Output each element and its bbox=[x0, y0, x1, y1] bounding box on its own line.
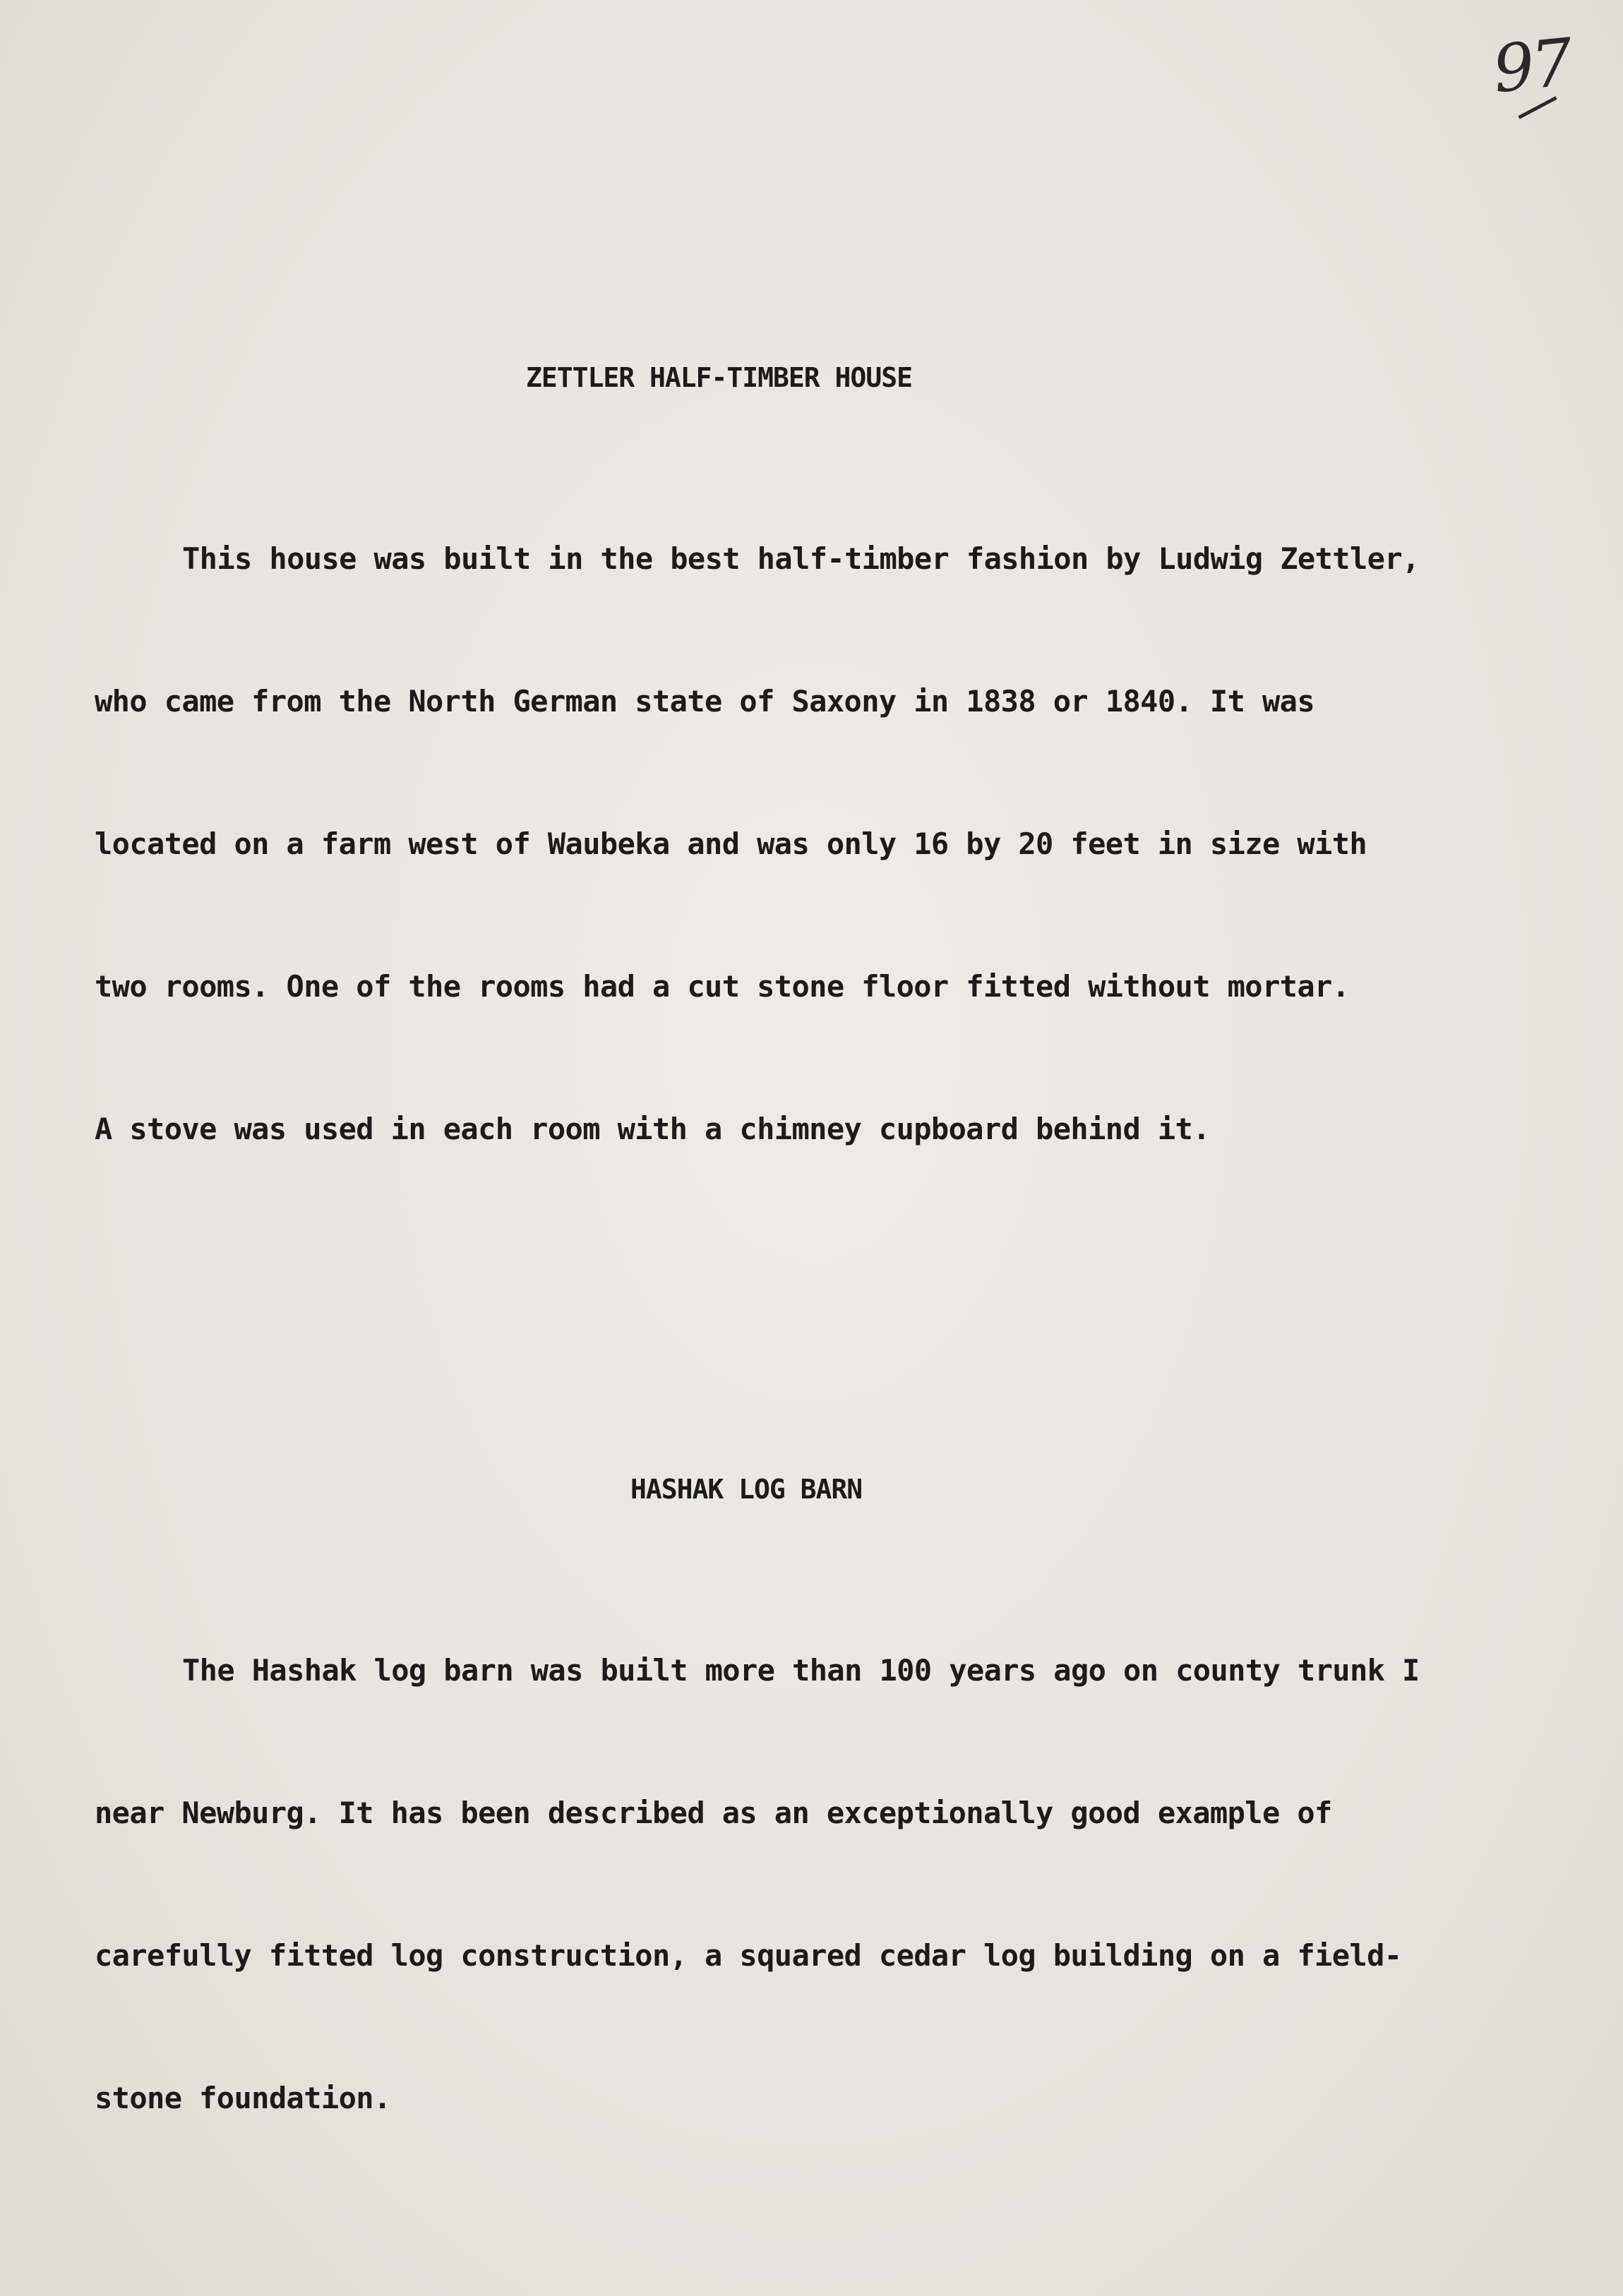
paragraph-line: The Hashak log barn was built more than 100 years ago on county trunk I bbox=[182, 1653, 1420, 1688]
section-title-zettler: ZETTLER HALF-TIMBER HOUSE bbox=[526, 362, 912, 393]
paragraph-line: near Newburg. It has been described as an exceptionally good example of bbox=[95, 1796, 1332, 1830]
paragraph-line: A stove was used in each room with a chimney cupboard behind it. bbox=[95, 1112, 1210, 1146]
paragraph-line: two rooms. One of the rooms had a cut stone floor fitted without mortar. bbox=[95, 969, 1350, 1004]
paragraph-line: stone foundation. bbox=[95, 2081, 391, 2115]
paragraph-line: who came from the North German state of Saxony in 1838 or 1840. It was bbox=[95, 684, 1315, 719]
paragraph-zettler bbox=[95, 452, 1514, 1236]
page-number: 97 bbox=[1489, 24, 1574, 108]
paragraph-line: This house was built in the best half-timber fashion by Ludwig Zettler, bbox=[182, 541, 1420, 576]
paragraph-line: carefully fitted log construction, a squared cedar log building on a field- bbox=[95, 1938, 1402, 1973]
paragraph-line: located on a farm west of Waubeka and was only 16 by 20 feet in size with bbox=[95, 827, 1367, 861]
section-title-hashak: HASHAK LOG BARN bbox=[630, 1474, 863, 1505]
paragraph-hashak bbox=[95, 1563, 1514, 2205]
